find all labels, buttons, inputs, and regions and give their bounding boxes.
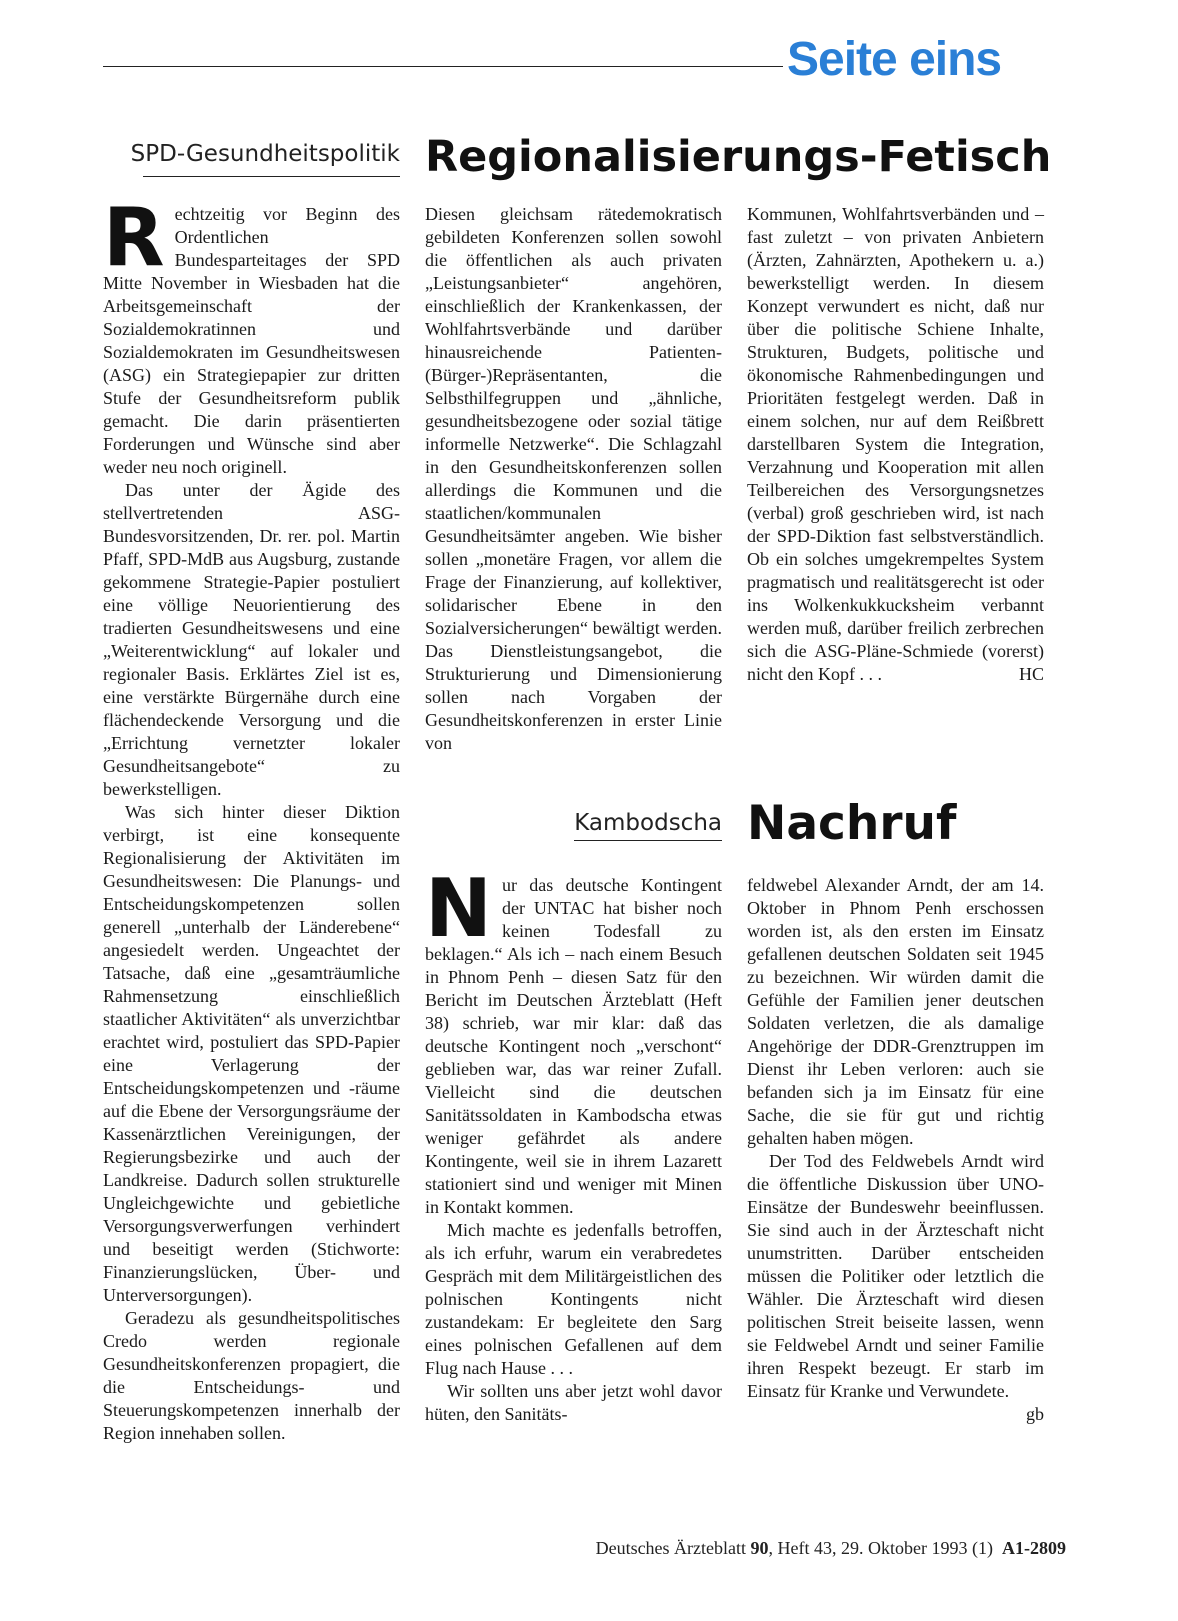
- footer-page-number: A1-2809: [1002, 1538, 1066, 1558]
- article1-column-2: [425, 203, 722, 755]
- article2-column-3: [747, 874, 1044, 1426]
- article1-headline: Regionalisierungs-Fetisch: [425, 132, 1052, 182]
- article1-column-3: [747, 203, 1044, 686]
- footer-journal: Deutsches Ärzteblatt: [595, 1538, 747, 1558]
- article2-paragraph: Nur das deutsche Kontingent der UNTAC hat bisher noch keinen Todesfall zu beklagen.“ Als ich – nach einem Besuch in Phnom Penh – diesen Satz für den Bericht im Deutschen Ärzteblatt (Heft 38) schrieb, war mir klar: daß das deutsche Kontingent noch „verschont“ geblieben war, das war reiner Zufall. Vielleicht sind die deutschen Sanitätssoldaten in Kambodscha etwas weniger gefährdet als andere Kontingente, weil sie in ihrem Lazarett stationiert sind und weniger mit Minen in Kontakt kommen.: [425, 862, 722, 1217]
- article1-paragraph: Geradezu als gesundheitspolitisches Credo werden regionale Gesundheitskonferenzen propagiert, die die Entscheidungs- und Steuerungskompetenzen innerhalb der Region innehaben sollen.: [103, 1308, 400, 1443]
- article1-paragraph: Das unter der Ägide des stellvertretenden ASG-Bundesvorsitzenden, Dr. rer. pol. Martin Pfaff, SPD-MdB aus Augsburg, zustande gekommene Strategie-Papier postuliert eine völlige Neuorientierung des tradierten Gesundheitswesens und eine „Weiterentwicklung“ auf lokaler und regionaler Basis. Erklärtes Ziel ist es, eine verstärkte Bürgernähe durch eine flächendeckende Versorgung und die „Errichtung vernetzter lokaler Gesundheitsangebote“ zu bewerkstelligen.: [103, 480, 400, 799]
- article2-paragraph: Wir sollten uns aber jetzt wohl davor hüten, den Sanitäts-: [425, 1381, 722, 1424]
- article2-kicker: Kambodscha: [574, 810, 722, 836]
- header-rule: [103, 66, 783, 67]
- article1-paragraph: Rechtzeitig vor Beginn des Ordentlichen Bundesparteitages der SPD Mitte November in Wiesbaden hat die Arbeitsgemeinschaft der Sozialdemokratinnen und Sozialdemokraten im Gesundheitswesen (ASG) ein Strategiepapier zur dritten Stufe der Gesundheitsreform publik gemacht. Die darin präsentierten Forderungen und Wünsche sind aber weder neu noch originell.: [103, 191, 400, 477]
- article1-signature: HC: [1018, 664, 1044, 684]
- article1-kicker: SPD-Gesundheitspolitik: [130, 141, 400, 167]
- article2-kicker-rule: [574, 840, 722, 841]
- article2-paragraph: Der Tod des Feldwebels Arndt wird die öffentliche Diskussion über UNO-Einsätze der Bundeswehr beeinflussen. Sie sind auch in der Ärzteschaft nicht unumstritten. Darüber entscheiden müssen die Politiker oder letztlich die Wähler. Die Ärzteschaft wird diesen politischen Streit beiseite lassen, wenn sie Feldwebel Arndt und seiner Familie ihren Respekt bezeugt. Er starb im Einsatz für Kranke und Verwundete. gb: [747, 1151, 1044, 1424]
- article2-paragraph: Mich machte es jedenfalls betroffen, als ich erfuhr, warum ein verabredetes Gespräch mit dem Militärgeistlichen des polnischen Kontingents nicht zustandekam: Er begleitete den Sarg eines polnischen Gefallenen auf dem Flug nach Hause . . .: [425, 1220, 722, 1378]
- article2-column-2: [425, 862, 722, 1426]
- article1-dropcap: R: [103, 191, 165, 284]
- article1-kicker-rule: [143, 176, 400, 177]
- section-label: Seite eins: [787, 33, 1002, 86]
- article1-paragraph: Kommunen, Wohlfahrtsverbänden und – fast zuletzt – von privaten Anbietern (Ärzten, Zahnärzten, Apothekern u. a.) bewerkstelligt werden. In diesem Konzept verwundert es nicht, daß nur über die politische Schiene Inhalte, Strukturen, Budgets, politische und ökonomische Rahmenbedingungen und Prioritäten festgelegt werden. Daß in einem solchen, nur auf dem Reißbrett darstellbaren System die Integration, Verzahnung und Kooperation mit allen Teilbereichen des Versorgungsnetzes (verbal) groß geschrieben wird, ist nach der SPD-Diktion fast selbstverständlich. Ob ein solches umgekrempeltes System pragmatisch und realitätsgerecht ist oder ins Wolkenkukkucksheim verbannt werden muß, darüber freilich zerbrechen sich die ASG-Pläne-Schmiede (vorerst) nicht den Kopf . . . HC: [747, 204, 1044, 684]
- footer-issue-date: , Heft 43, 29. Oktober 1993 (1): [768, 1538, 993, 1558]
- article2-headline: Nachruf: [747, 796, 957, 851]
- footer-volume: 90: [750, 1538, 769, 1558]
- page-footer: [596, 1538, 1066, 1559]
- article2-paragraph: feldwebel Alexander Arndt, der am 14. Oktober in Phnom Penh erschossen worden ist, als den ersten im Einsatz gefallenen deutschen Soldaten seit 1945 zu bezeichnen. Wir würden damit die Gefühle der Familien jener deutschen Soldaten verletzen, die als damalige Angehörige der DDR-Grenztruppen im Dienst ihr Leben verloren: auch sie befanden sich ja im Einsatz für eine Sache, die sie für gut und richtig gehalten haben mögen.: [747, 875, 1044, 1148]
- article2-dropcap: N: [425, 862, 492, 955]
- article1-paragraph: Was sich hinter dieser Diktion verbirgt, ist eine konsequente Regionalisierung der Aktivitäten im Gesundheitswesen: Die Planungs- und Entscheidungskompetenzen sollen generell „unterhalb der Länderebene“ angesiedelt werden. Ungeachtet der Tatsache, daß eine „gesamträumliche Rahmensetzung einschließlich staatlicher Aktivitäten“ als unverzichtbar erachtet wird, postuliert das SPD-Papier eine Verlagerung der Entscheidungskompetenzen und -räume auf die Ebene der Versorgungsräume der Kassenärztlichen Vereinigungen, der Regierungsbezirke und auch der Landkreise. Dadurch sollen strukturelle Ungleichgewichte und gebietliche Versorgungsverwerfungen verhindert und beseitigt werden (Stichworte: Finanzierungslücken, Über- und Unterversorgungen).: [103, 802, 400, 1305]
- article2-signature: gb: [1026, 1404, 1044, 1424]
- article1-paragraph: Diesen gleichsam rätedemokratisch gebildeten Konferenzen sollen sowohl die öffentlichen als auch privaten „Leistungsanbieter“ angehören, einschließlich der Krankenkassen, der Wohlfahrtsverbände und darüber hinausreichende Patienten- (Bürger-)Repräsentanten, die Selbsthilfegruppen und „ähnliche, gesundheitsbezogene oder sozial tätige informelle Netzwerke“. Die Schlagzahl in den Gesundheitskonferenzen sollen allerdings die Kommunen und die staatlichen/kommunalen Gesundheitsämter angeben. Wie bisher sollen „monetäre Fragen, vor allem die Frage der Finanzierung, auf kollektiver, solidarischer Ebene in den Sozialversicherungen“ bewältigt werden. Das Dienstleistungsangebot, die Strukturierung und Dimensionierung sollen nach Vorgaben der Gesundheitskonferenzen in erster Linie von: [425, 204, 722, 753]
- article1-column-1: [103, 191, 400, 1445]
